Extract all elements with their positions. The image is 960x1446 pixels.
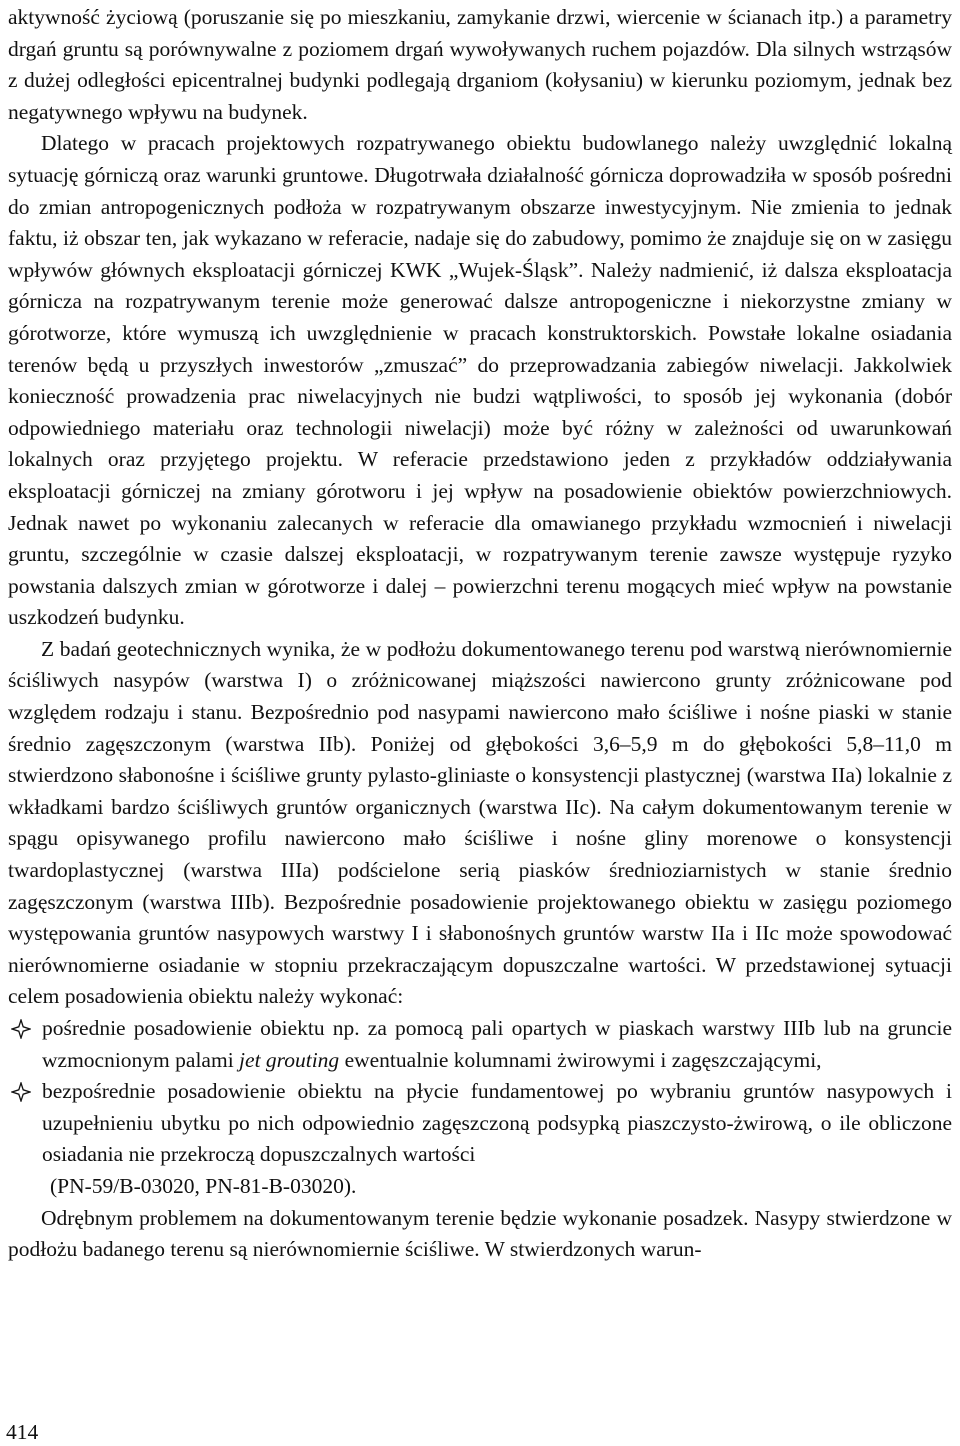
foundation-options-list: [8, 1013, 952, 1203]
list-item-italic-term: jet grouting: [239, 1047, 340, 1072]
paragraph-geotechnical-findings: Z badań geotechnicznych wynika, że w podłożu dokumentowanego terenu pod warstwą nierównomiernie ściśliwych nasypów (warstwa I) o zróżnicowanej miąższości nawiercono grunty zróżnicowane pod względem rodzaju i stanu. Bezpośrednio pod nasypami nawiercono mało ściśliwe i nośne piaski w stanie średnio zagęszczonym (warstwa IIb). Poniżej od głębokości 3,6–5,9 m do głębokości 5,8–11,0 m stwierdzono słabonośne i ściśliwe grunty pylasto-gliniaste o konsystencji plastycznej (warstwa IIa) lokalnie z wkładkami bardzo ściśliwych gruntów organicznych (warstwa IIc). Na całym dokumentowanym terenie w spągu opisywanego profilu nawiercono mało ściśliwe i nośne gliny morenowe o konsystencji twardoplastycznej (warstwa IIIa) podścielone serią piasków średnioziarnistych w stanie średnio zagęszczonym (warstwa IIIb). Bezpośrednie posadowienie projektowanego obiektu w zasięgu poziomego występowania gruntów nasypowych warstwy I i słabonośnych gruntów warstw IIa i IIc może spowodować nierównomierne osiadanie w stopniu przekraczającym dopuszczalne wartości. W przedstawionej sytuacji celem posadowienia obiektu należy wykonać:: [8, 636, 952, 1009]
list-item-text: ewentualnie kolumnami żwirowymi i zagęszczającymi,: [339, 1047, 822, 1072]
paragraph-continuation: aktywność życiową (poruszanie się po mieszkaniu, zamykanie drzwi, wiercenie w ścianach itp.) a parametry drgań gruntu są porównywalne z poziomem drgań wywoływanych ruchem pojazdów. Dla silnych wstrząsów z dużej odległości epicentralnej budynki podlegają drganiom (kołysaniu) w kierunku poziomym, jednak bez negatywnego wpływu na budynek.: [8, 5, 952, 124]
norm-references: (PN-59/B-03020, PN-81-B-03020).: [50, 1173, 357, 1198]
list-item: [8, 1076, 952, 1202]
page-number: 414: [6, 1420, 39, 1444]
list-item: [8, 1013, 952, 1076]
list-item-text: pośrednie posadowienie obiektu np. za pomocą pali opartych w piaskach warstwy IIIb lub na gruncie wzmocnionym palami: [42, 1016, 952, 1072]
paragraph-design-considerations: Dlatego w pracach projektowych rozpatrywanego obiektu budowlanego należy uwzględnić lokalną sytuację górniczą oraz warunki gruntowe. Długotrwała działalność górnicza doprowadziła w sposób pośredni do zmian antropogenicznych podłoża w rozpatrywanym obszarze inwestycyjnym. Nie zmienia to jednak faktu, iż obszar ten, jak wykazano w referacie, nadaje się do zabudowy, pomimo że znajduje się on w zasięgu wpływów głównych eksploatacji górniczej KWK „Wujek-Śląsk”. Należy nadmienić, iż dalsza eksploatacja górnicza na rozpatrywanym terenie może generować dalsze antropogeniczne i niekorzystne zmiany w górotworze, które wymuszą ich uwzględnienie w pracach konstruktorskich. Powstałe lokalne osiadania terenów będą u przyszłych inwestorów „zmuszać” do przeprowadzania zabiegów niwelacji. Jakkolwiek konieczność prowadzenia prac niwelacyjnych nie budzi wątpliwości, to sposób jej wykonania (dobór odpowiedniego materiału oraz technologii niwelacji) może być różny w zależności od uwarunkowań lokalnych oraz przyjętego projektu. W referacie przedstawiono jeden z przykładów oddziaływania eksploatacji górniczej na zmiany górotworu i jej wpływ na posadowienie obiektów powierzchniowych. Jednak nawet po wykonaniu zalecanych w referacie dla omawianego przykładu wzmocnień i niwelacji gruntu, szczególnie w czasie dalszej eksploatacji, w rozpatrywanym terenie zawsze występuje ryzyko powstania dalszych zmian w górotworze i dalej – powierzchni terenu mogących mieć wpływ na powstanie uszkodzeń budynku.: [8, 131, 952, 630]
paragraph-floor-problem: Odrębnym problemem na dokumentowanym terenie będzie wykonanie posadzek. Nasypy stwierdzone w podłożu badanego terenu są nierównomiernie ściśliwe. W stwierdzonych warun-: [8, 1205, 952, 1262]
list-item-text: bezpośrednie posadowienie obiektu na płycie fundamentowej po wybraniu gruntów nasypowych i uzupełnieniu ubytku po nich odpowiednio zagęszczoną podsypką piaszczysto-żwirową, o ile obliczone osiadania nie przekroczą dopuszczalnych wartości: [42, 1079, 952, 1167]
four-point-star-icon: [10, 1076, 32, 1108]
four-point-star-icon: [10, 1013, 32, 1045]
